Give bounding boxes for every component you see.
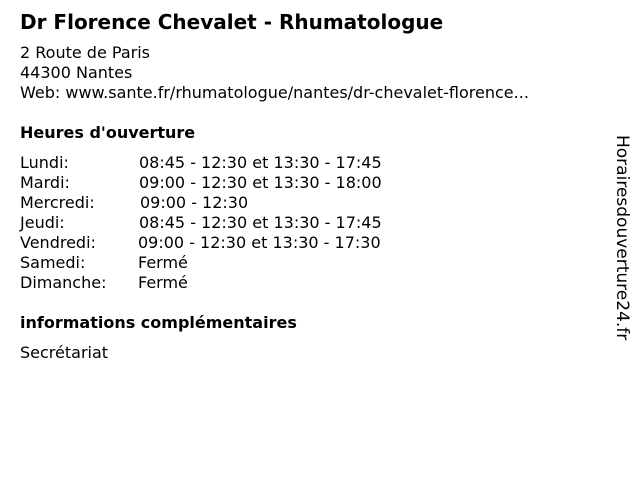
- hours-day: Lundi:: [20, 153, 69, 172]
- info-heading: informations complémentaires: [20, 313, 297, 332]
- hours-time: 09:00 - 12:30 et 13:30 - 17:30: [138, 233, 381, 252]
- hours-time: 09:00 - 12:30 et 13:30 - 18:00: [139, 173, 382, 192]
- hours-day: Mercredi:: [20, 193, 95, 212]
- hours-heading: Heures d'ouverture: [20, 123, 196, 142]
- page-title: Dr Florence Chevalet - Rhumatologue: [20, 10, 444, 34]
- hours-time: Fermé: [138, 273, 188, 292]
- hours-time: 08:45 - 12:30 et 13:30 - 17:45: [139, 213, 382, 232]
- hours-time: 08:45 - 12:30 et 13:30 - 17:45: [139, 153, 382, 172]
- address-city: 44300 Nantes: [20, 63, 133, 82]
- address-street: 2 Route de Paris: [20, 43, 150, 62]
- hours-day: Dimanche:: [20, 273, 107, 292]
- hours-day: Samedi:: [20, 253, 86, 272]
- hours-day: Mardi:: [20, 173, 70, 192]
- hours-time: Fermé: [138, 253, 188, 272]
- website-line[interactable]: Web: www.sante.fr/rhumatologue/nantes/dr-chevalet-florence...: [20, 83, 529, 102]
- brand-watermark-text: Horairesdouverture24.fr: [612, 135, 632, 341]
- hours-day: Jeudi:: [20, 213, 65, 232]
- hours-time: 09:00 - 12:30: [140, 193, 249, 212]
- hours-day: Vendredi:: [20, 233, 96, 252]
- side-brand: [612, 135, 632, 345]
- info-text: Secrétariat: [20, 343, 109, 362]
